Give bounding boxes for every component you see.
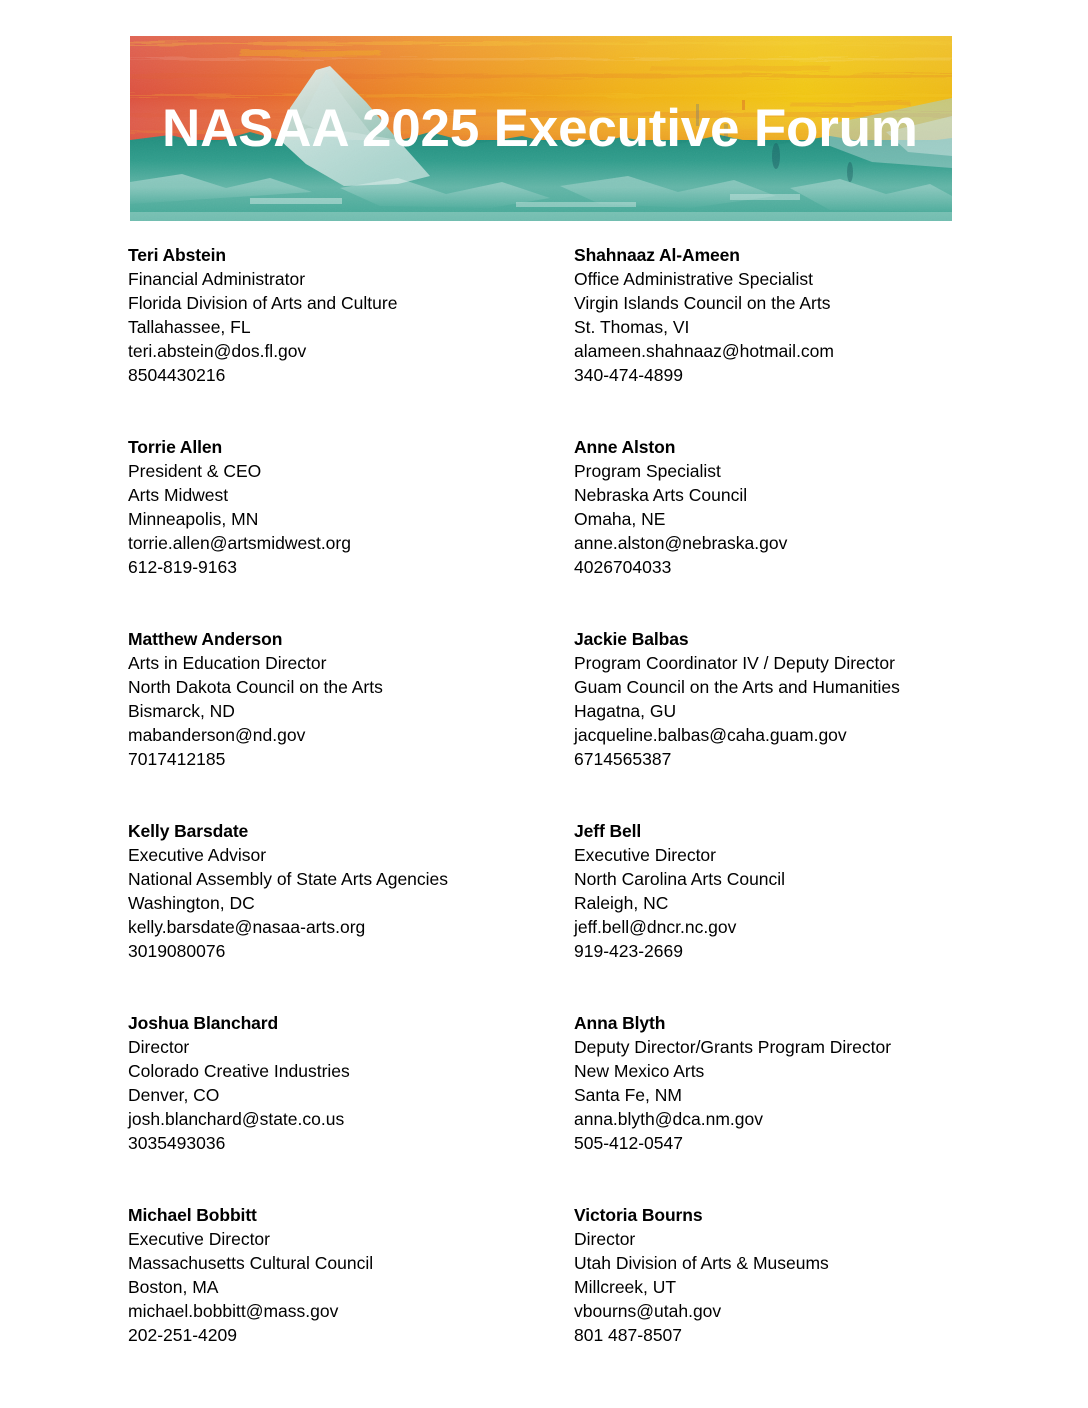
contact-email: jeff.bell@dncr.nc.gov: [574, 917, 737, 937]
contact-phone: 8504430216: [128, 365, 226, 385]
contact-entry: [128, 1203, 574, 1395]
contact-location: Denver, CO: [128, 1085, 220, 1105]
contact-email: anna.blyth@dca.nm.gov: [574, 1109, 763, 1129]
contact-phone: 3019080076: [128, 941, 226, 961]
contact-name: Jeff Bell: [574, 821, 642, 841]
contact-phone: 612-819-9163: [128, 557, 237, 577]
contact-email: torrie.allen@artsmidwest.org: [128, 533, 351, 553]
contact-phone: 7017412185: [128, 749, 226, 769]
contact-organization: Colorado Creative Industries: [128, 1061, 350, 1081]
contact-entry: [574, 819, 958, 1011]
contact-organization: North Dakota Council on the Arts: [128, 677, 383, 697]
contact-name: Anna Blyth: [574, 1013, 666, 1033]
contact-entry: [128, 1011, 574, 1203]
contact-email: jacqueline.balbas@caha.guam.gov: [574, 725, 847, 745]
contact-title: Deputy Director/Grants Program Director: [574, 1037, 892, 1057]
contact-location: Washington, DC: [128, 893, 255, 913]
contact-location: Boston, MA: [128, 1277, 219, 1297]
contact-entry: [574, 243, 958, 435]
contact-title: Office Administrative Specialist: [574, 269, 813, 289]
contact-title: Arts in Education Director: [128, 653, 327, 673]
contact-phone: 3035493036: [128, 1133, 226, 1153]
contact-entry: [128, 819, 574, 1011]
contact-phone: 6714565387: [574, 749, 672, 769]
contact-entry: [128, 243, 574, 435]
contact-entry: [128, 435, 574, 627]
attendee-contact-list: [128, 243, 958, 1395]
contact-entry: [128, 627, 574, 819]
contact-name: Victoria Bourns: [574, 1205, 703, 1225]
contact-name: Shahnaaz Al-Ameen: [574, 245, 740, 265]
contact-phone: 505-412-0547: [574, 1133, 683, 1153]
contact-email: anne.alston@nebraska.gov: [574, 533, 788, 553]
contact-name: Matthew Anderson: [128, 629, 283, 649]
contact-email: josh.blanchard@state.co.us: [128, 1109, 345, 1129]
contact-phone: 919-423-2669: [574, 941, 683, 961]
contact-title: Program Specialist: [574, 461, 721, 481]
contact-location: Millcreek, UT: [574, 1277, 677, 1297]
contact-location: Omaha, NE: [574, 509, 666, 529]
contact-email: kelly.barsdate@nasaa-arts.org: [128, 917, 366, 937]
contact-organization: Massachusetts Cultural Council: [128, 1253, 374, 1273]
banner-title: NASAA 2025 Executive Forum: [162, 99, 918, 158]
contact-location: Bismarck, ND: [128, 701, 235, 721]
contact-location: Tallahassee, FL: [128, 317, 251, 337]
contact-name: Torrie Allen: [128, 437, 223, 457]
contact-name: Anne Alston: [574, 437, 676, 457]
contact-name: Michael Bobbitt: [128, 1205, 257, 1225]
header-banner: [130, 36, 952, 221]
contact-location: Minneapolis, MN: [128, 509, 259, 529]
contact-title: Program Coordinator IV / Deputy Director: [574, 653, 895, 673]
contact-title: Director: [574, 1229, 636, 1249]
contact-email: mabanderson@nd.gov: [128, 725, 306, 745]
contact-name: Jackie Balbas: [574, 629, 689, 649]
contact-entry: [574, 1203, 958, 1395]
contact-organization: New Mexico Arts: [574, 1061, 705, 1081]
contact-location: Hagatna, GU: [574, 701, 677, 721]
contact-organization: National Assembly of State Arts Agencies: [128, 869, 449, 889]
contact-name: Kelly Barsdate: [128, 821, 249, 841]
contact-name: Teri Abstein: [128, 245, 226, 265]
contact-phone: 340-474-4899: [574, 365, 683, 385]
contact-email: vbourns@utah.gov: [574, 1301, 722, 1321]
contact-location: Raleigh, NC: [574, 893, 669, 913]
contact-title: Executive Director: [574, 845, 716, 865]
contact-organization: Virgin Islands Council on the Arts: [574, 293, 831, 313]
contact-name: Joshua Blanchard: [128, 1013, 279, 1033]
contact-organization: Arts Midwest: [128, 485, 229, 505]
contact-organization: Guam Council on the Arts and Humanities: [574, 677, 900, 697]
contact-title: President & CEO: [128, 461, 262, 481]
contact-organization: Utah Division of Arts & Museums: [574, 1253, 829, 1273]
contact-phone: 4026704033: [574, 557, 672, 577]
contact-entry: [574, 1011, 958, 1203]
contact-location: St. Thomas, VI: [574, 317, 690, 337]
contact-title: Executive Advisor: [128, 845, 267, 865]
contact-title: Director: [128, 1037, 190, 1057]
contact-organization: Florida Division of Arts and Culture: [128, 293, 398, 313]
contact-title: Financial Administrator: [128, 269, 306, 289]
contact-email: michael.bobbitt@mass.gov: [128, 1301, 339, 1321]
contact-title: Executive Director: [128, 1229, 270, 1249]
contact-entry: [574, 627, 958, 819]
contact-organization: Nebraska Arts Council: [574, 485, 748, 505]
contact-phone: 202-251-4209: [128, 1325, 237, 1345]
contact-location: Santa Fe, NM: [574, 1085, 682, 1105]
contact-email: teri.abstein@dos.fl.gov: [128, 341, 307, 361]
contact-entry: [574, 435, 958, 627]
contact-organization: North Carolina Arts Council: [574, 869, 786, 889]
contact-phone: 801 487-8507: [574, 1325, 683, 1345]
contact-email: alameen.shahnaaz@hotmail.com: [574, 341, 834, 361]
